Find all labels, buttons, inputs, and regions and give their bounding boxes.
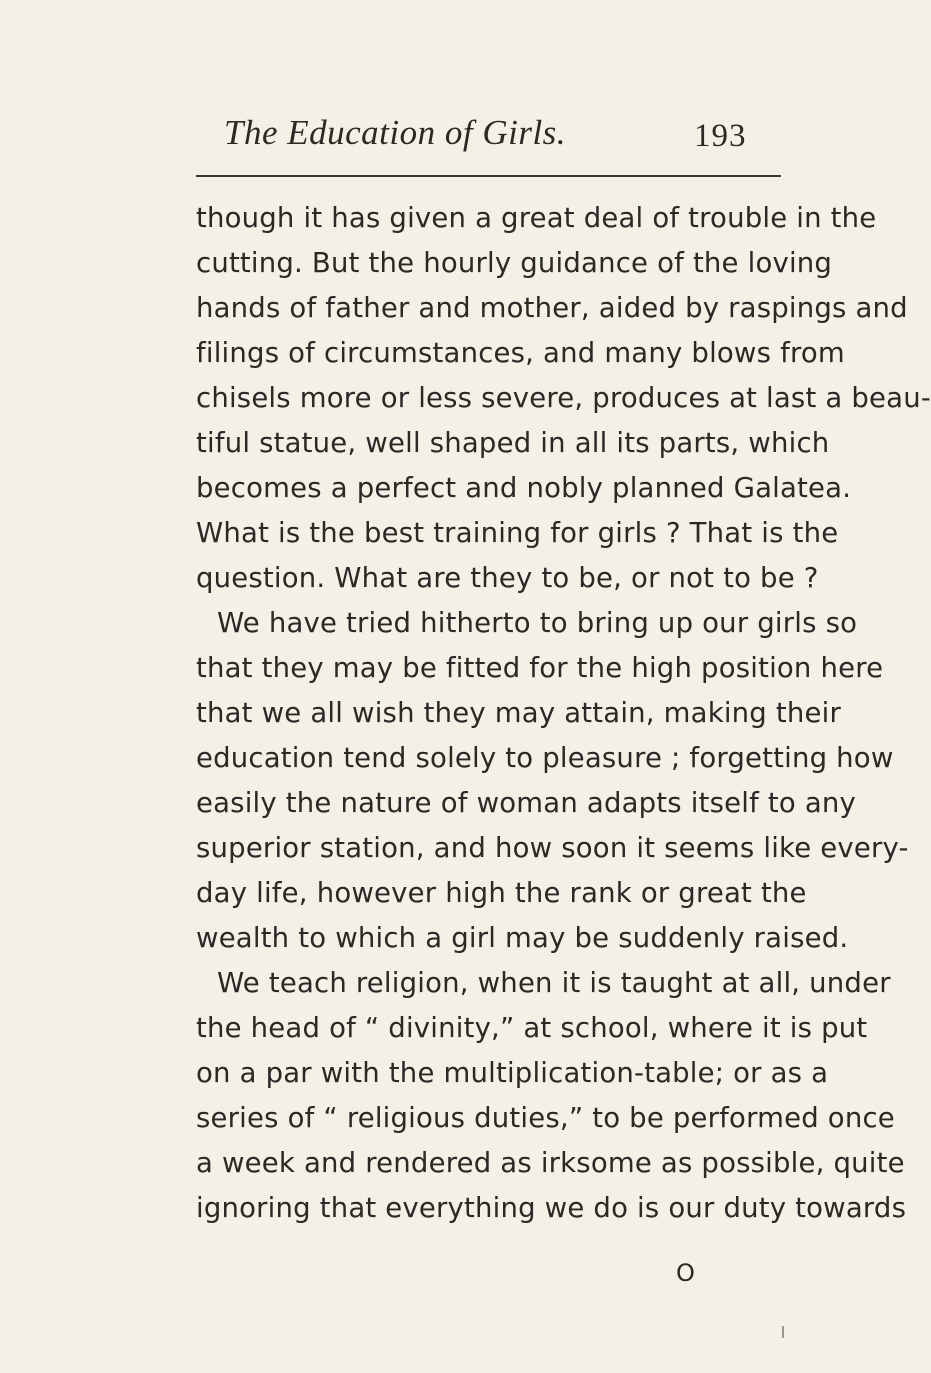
text-line: the head of “ divinity,” at school, where it is put [196,1012,868,1044]
paper-speck [782,1326,784,1338]
text-line: filings of circumstances, and many blows from [196,337,845,369]
text-line: though it has given a great deal of trouble in the [196,202,877,234]
running-head-title: The Education of Girls. [224,113,567,152]
text-line: question. What are they to be, or not to be ? [196,562,819,594]
text-line: easily the nature of woman adapts itself to any [196,787,857,819]
text-line: that we all wish they may attain, making their [196,697,841,729]
text-line: wealth to which a girl may be suddenly raised. [196,922,849,954]
text-line: series of “ religious duties,” to be performed once [196,1102,895,1134]
signature-mark: O [676,1259,695,1287]
text-line: a week and rendered as irksome as possible, quite [196,1147,905,1179]
text-line: day life, however high the rank or great the [196,877,807,909]
text-line: education tend solely to pleasure ; forgetting how [196,742,894,774]
text-line: We teach religion, when it is taught at all, under [217,967,891,999]
text-line: tiful statue, well shaped in all its parts, which [196,427,830,459]
page-number: 193 [694,118,747,154]
text-line: chisels more or less severe, produces at last a beau- [196,382,931,414]
text-line: becomes a perfect and nobly planned Galatea. [196,472,852,504]
text-line: on a par with the multiplication-table; or as a [196,1057,829,1089]
text-line: ignoring that everything we do is our duty towards [196,1192,907,1224]
text-line: We have tried hitherto to bring up our girls so [217,607,858,639]
text-line: What is the best training for girls ? That is the [196,517,839,549]
text-line: superior station, and how soon it seems like every- [196,832,909,864]
text-line: that they may be fitted for the high position here [196,652,884,684]
text-line: cutting. But the hourly guidance of the loving [196,247,833,279]
text-line: hands of father and mother, aided by raspings and [196,292,908,324]
